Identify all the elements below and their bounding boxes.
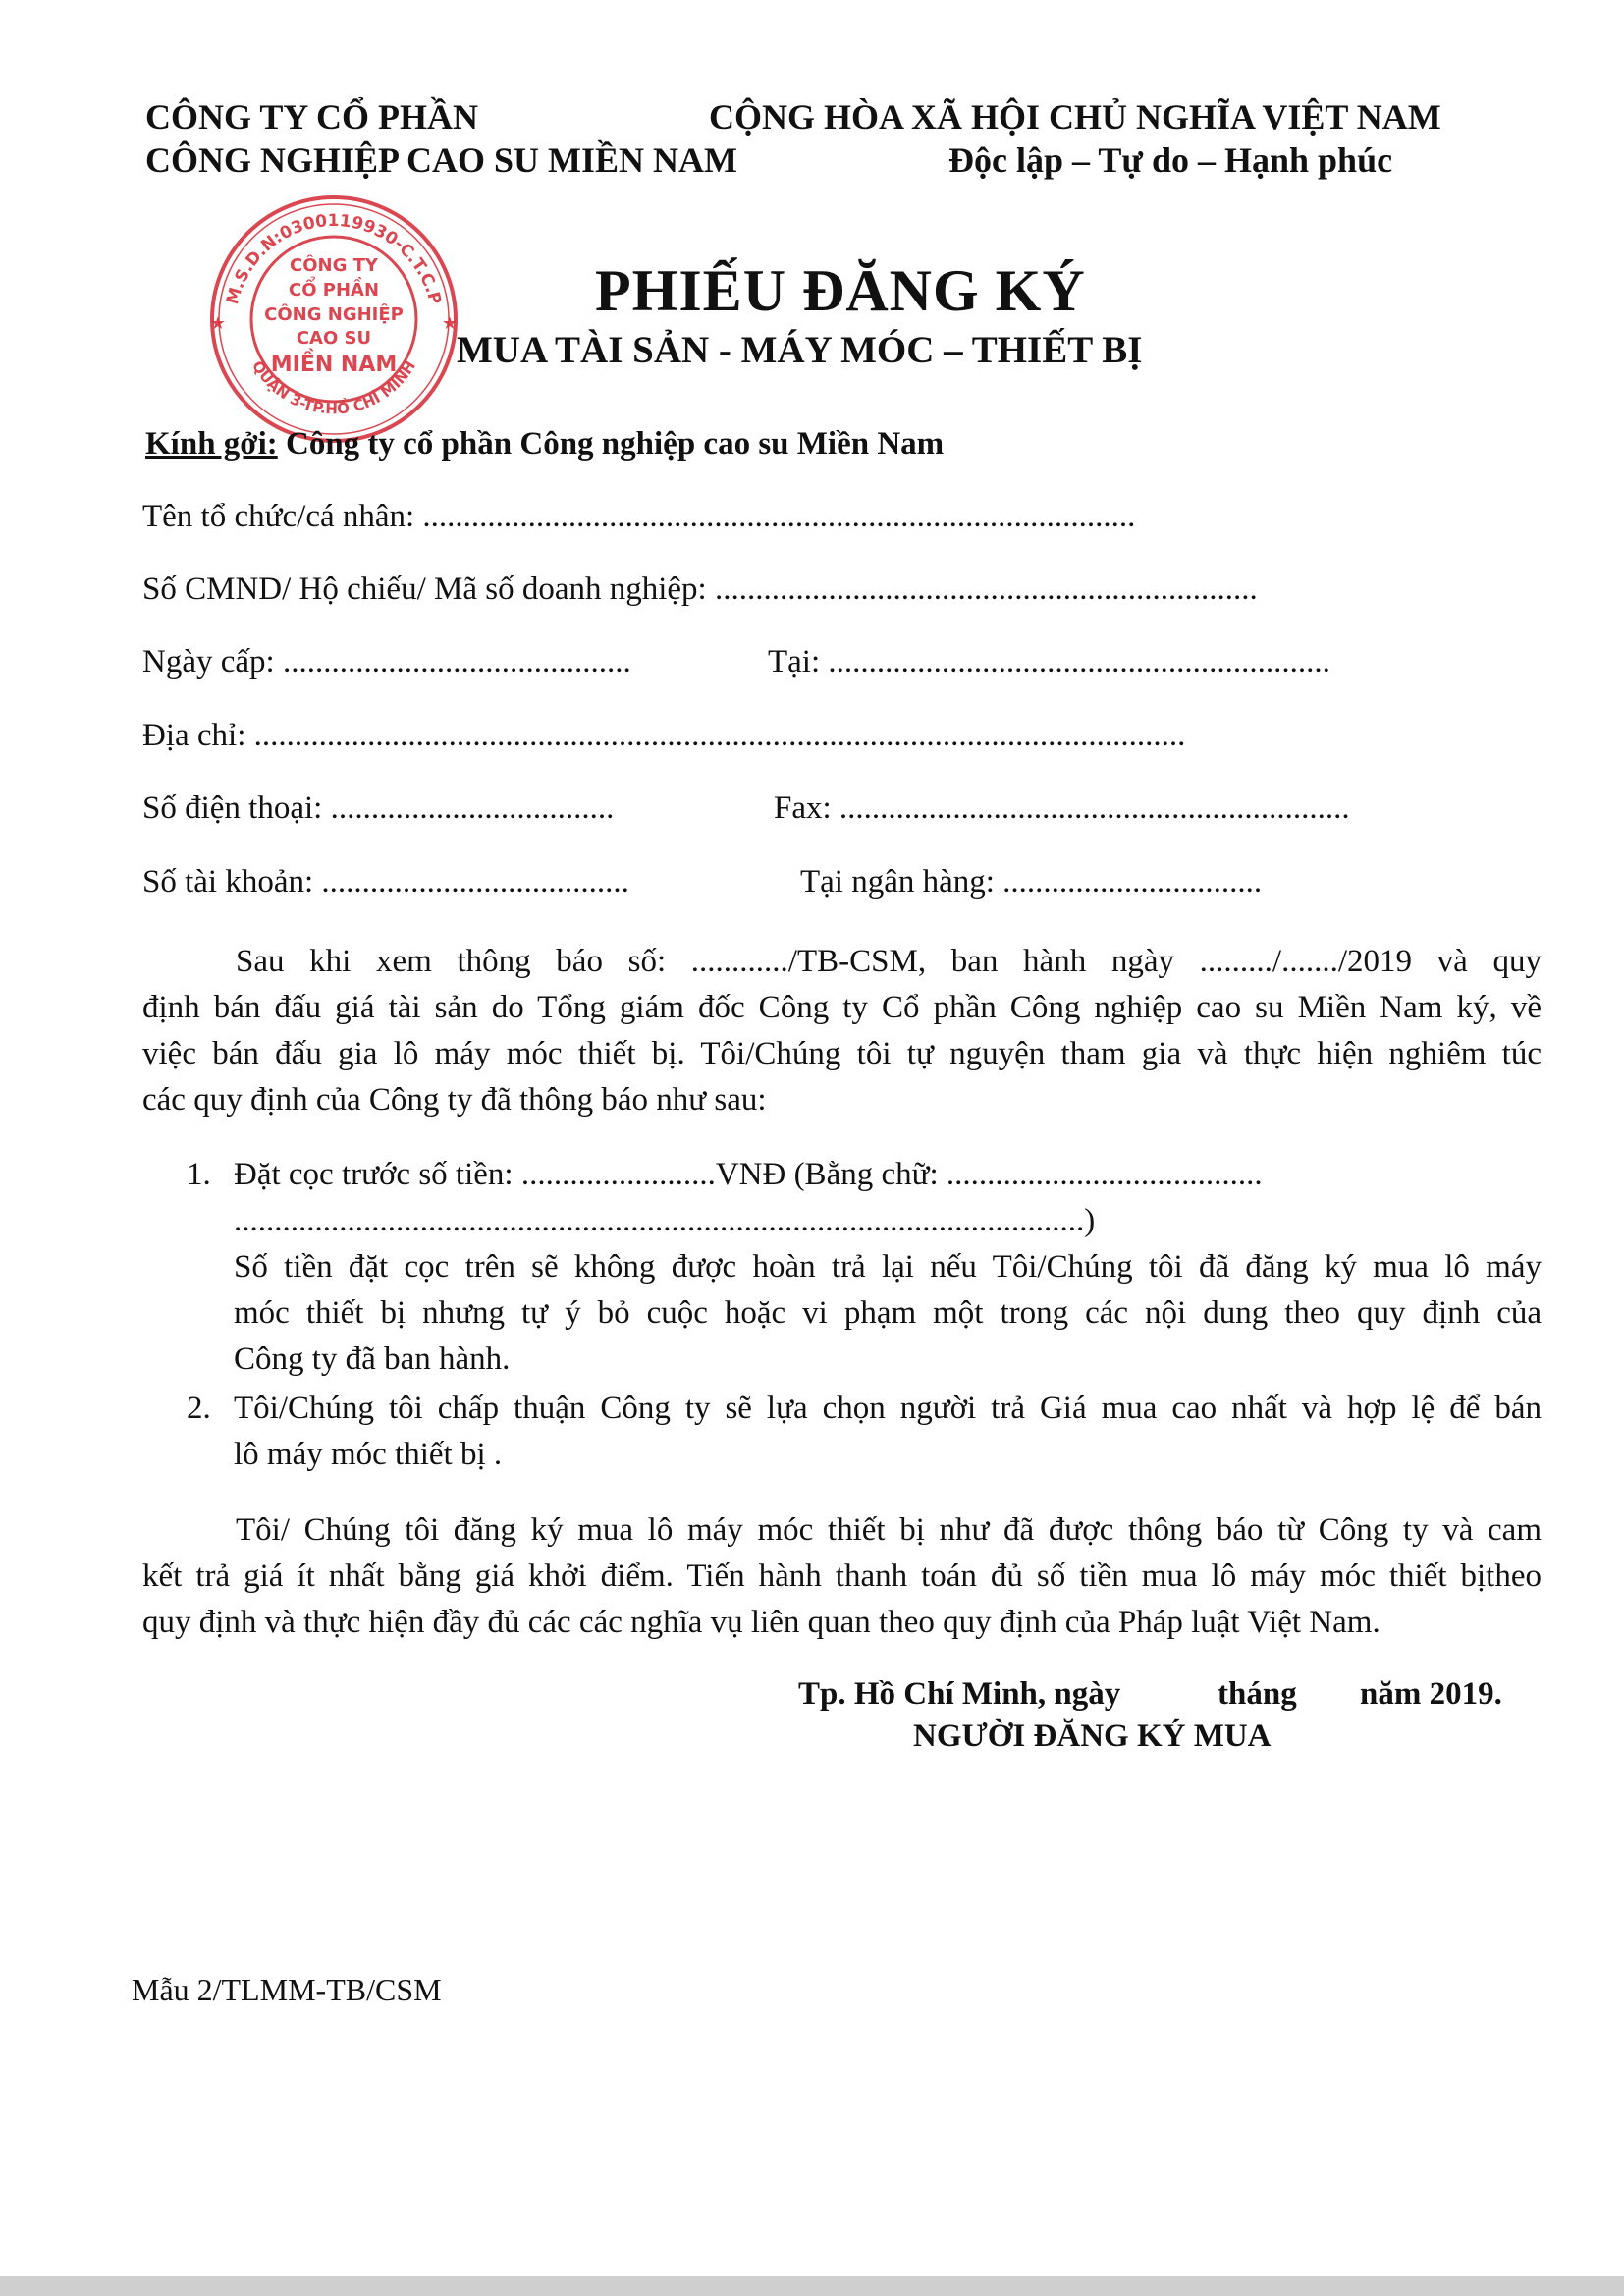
item-text-line: Số tiền đặt cọc trên sẽ không được hoàn trả lại nếu Tôi/Chúng tôi đã đăng ký mua lô máy bbox=[234, 1249, 1542, 1285]
company-name-line2: CÔNG NGHIỆP CAO SU MIỀN NAM bbox=[145, 140, 738, 180]
field-issue-place[interactable]: Tại: .............................................................. bbox=[768, 644, 1330, 680]
deposit-amount-line[interactable]: Đặt cọc trước số tiền: ........................VNĐ (Bằng chữ: ....................................... bbox=[234, 1157, 1263, 1192]
field-address[interactable]: Địa chỉ: ................................................................................................................... bbox=[142, 718, 1186, 753]
item-number: 2. bbox=[187, 1391, 211, 1426]
country-name: CỘNG HÒA XÃ HỘI CHỦ NGHĨA VIỆT NAM bbox=[709, 97, 1441, 137]
paragraph-notice-line: việc bán đấu gia lô máy móc thiết bị. Tôi/Chúng tôi tự nguyện tham gia và thực hiện nghiêm túc bbox=[142, 1036, 1542, 1071]
seal-line: CÔNG TY bbox=[290, 255, 378, 276]
signature-year: năm 2019. bbox=[1360, 1676, 1502, 1712]
form-title: PHIẾU ĐĂNG KÝ bbox=[595, 258, 1086, 323]
svg-text:★: ★ bbox=[441, 313, 459, 334]
field-id-number[interactable]: Số CMND/ Hộ chiếu/ Mã số doanh nghiệp: ................................................................... bbox=[142, 572, 1258, 607]
paragraph-notice-line: định bán đấu giá tài sản do Tổng giám đốc Công ty Cổ phần Công nghiệp cao su Miền Nam ký, về bbox=[142, 990, 1542, 1025]
national-motto: Độc lập – Tự do – Hạnh phúc bbox=[948, 140, 1393, 180]
seal-line: CAO SU bbox=[296, 328, 372, 349]
field-bank[interactable]: Tại ngân hàng: ................................ bbox=[800, 864, 1263, 900]
seal-ring-text: M.S.D.N:0300119930-C.T.C.P bbox=[223, 211, 445, 307]
field-account-number[interactable]: Số tài khoản: ...................................... bbox=[142, 864, 629, 900]
field-organization-name[interactable]: Tên tổ chức/cá nhân: ........................................................................................ bbox=[142, 499, 1136, 534]
signature-month: tháng bbox=[1218, 1676, 1297, 1712]
salutation-recipient: Công ty cổ phần Công nghiệp cao su Miền Nam bbox=[285, 426, 945, 462]
seal-ring-bottom: QUẬN 3-TP.HỒ CHÍ MINH bbox=[247, 357, 420, 418]
item-number: 1. bbox=[187, 1157, 211, 1192]
item-text-line: Công ty đã ban hành. bbox=[234, 1341, 511, 1377]
commitment-line: Tôi/ Chúng tôi đăng ký mua lô máy móc thiết bị như đã được thông báo từ Công ty và cam bbox=[236, 1512, 1542, 1548]
paragraph-notice-line: các quy định của Công ty đã thông báo như sau: bbox=[142, 1082, 767, 1118]
field-issue-date[interactable]: Ngày cấp: ........................................... bbox=[142, 644, 631, 680]
seal-line: CÔNG NGHIỆP bbox=[264, 304, 404, 325]
item-text-line: móc thiết bị nhưng tự ý bỏ cuộc hoặc vi phạm một trong các nội dung theo quy định của bbox=[234, 1295, 1542, 1331]
seal-line: CỔ PHẦN bbox=[288, 280, 380, 301]
commitment-line: kết trả giá ít nhất bằng giá khởi điểm. Tiến hành thanh toán đủ số tiền mua lô máy móc thiết bịtheo bbox=[142, 1558, 1542, 1594]
seal-line: MIỀN NAM bbox=[270, 353, 398, 377]
form-subtitle: MUA TÀI SẢN - MÁY MÓC – THIẾT BỊ bbox=[457, 329, 1143, 371]
field-fax[interactable]: Fax: ............................................................... bbox=[774, 791, 1350, 826]
signature-role: NGƯỜI ĐĂNG KÝ MUA bbox=[913, 1719, 1272, 1754]
item-text-line: Tôi/Chúng tôi chấp thuận Công ty sẽ lựa chọn người trả Giá mua cao nhất và hợp lệ để bán bbox=[234, 1391, 1542, 1426]
company-seal bbox=[196, 187, 471, 452]
salutation bbox=[145, 426, 944, 463]
deposit-words-line[interactable]: .........................................................................................................) bbox=[234, 1203, 1096, 1238]
field-phone[interactable]: Số điện thoại: ................................... bbox=[142, 791, 615, 826]
item-text-line: lô máy móc thiết bị . bbox=[234, 1437, 503, 1472]
scan-bottom-edge bbox=[0, 2276, 1624, 2296]
form-code: Mẫu 2/TLMM-TB/CSM bbox=[132, 1972, 442, 2007]
signature-place-date: Tp. Hồ Chí Minh, ngày bbox=[798, 1676, 1121, 1712]
commitment-line: quy định và thực hiện đầy đủ các các nghĩa vụ liên quan theo quy định của Pháp luật Việt Nam. bbox=[142, 1605, 1380, 1640]
paragraph-notice-line: Sau khi xem thông báo số: ............/TB-CSM, ban hành ngày ........./......./2019 và quy bbox=[236, 944, 1542, 979]
salutation-label: Kính gởi: bbox=[145, 426, 278, 462]
svg-text:★: ★ bbox=[209, 313, 227, 334]
company-name-line1: CÔNG TY CỔ PHẦN bbox=[145, 97, 479, 137]
